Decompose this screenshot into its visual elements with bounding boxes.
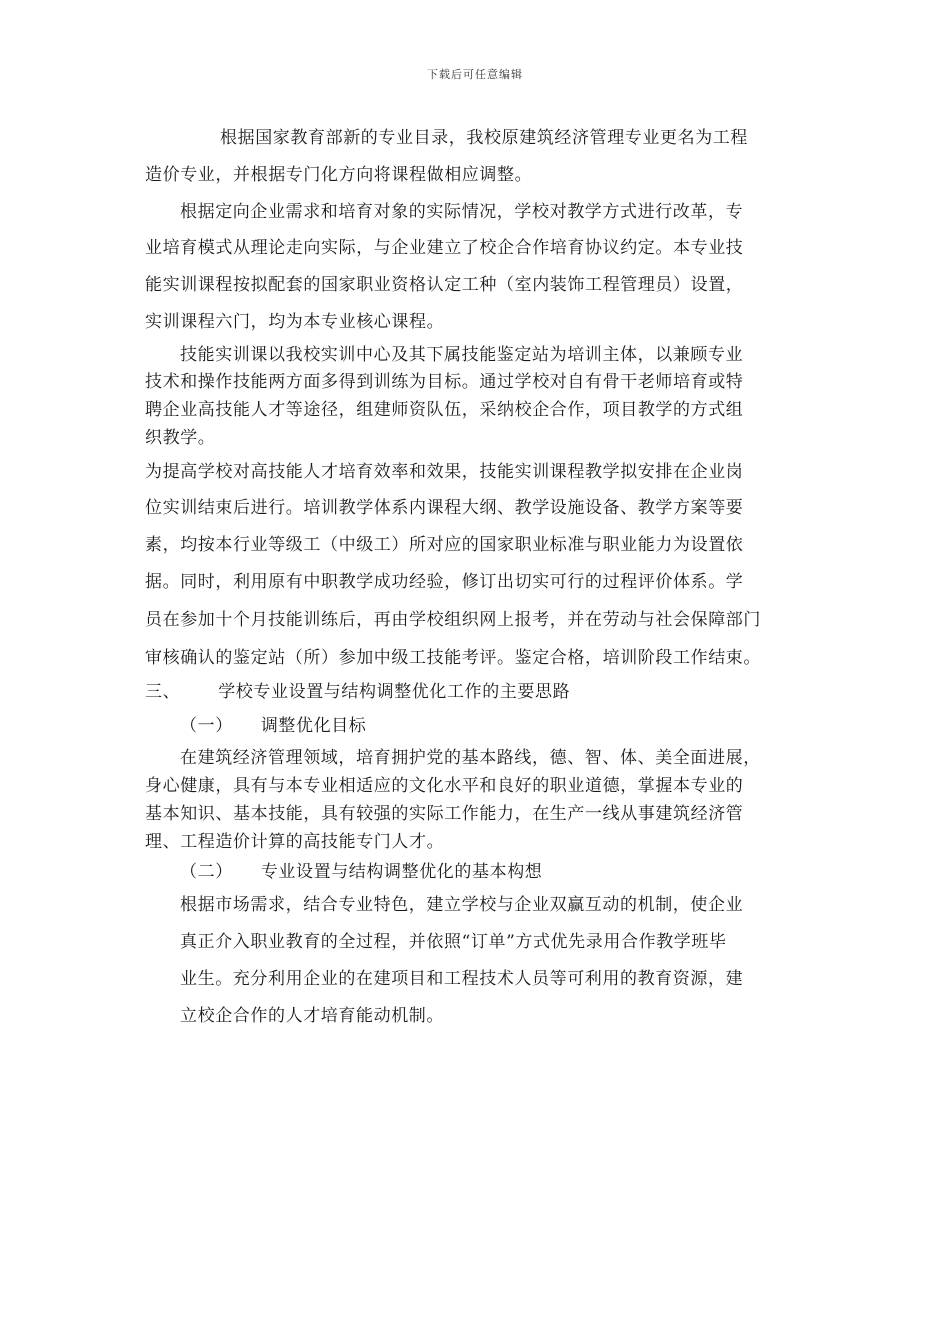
paragraph-line: 为提高学校对高技能人才培育效率和效果，技能实训课程教学拟安排在企业岗	[145, 462, 744, 482]
paragraph-line: 员在参加十个月技能训练后，再由学校组织网上报考，并在劳动与社会保障部门	[145, 610, 761, 630]
paragraph-line: 素，均按本行业等级工（中级工）所对应的国家职业标准与职业能力为设置依	[145, 535, 744, 555]
paragraph-line: 身心健康，具有与本专业相适应的文化水平和良好的职业道德，掌握本专业的	[145, 776, 744, 796]
paragraph-line: 立校企合作的人才培育能动机制。	[180, 1006, 444, 1026]
paragraph-line: 实训课程六门，均为本专业核心课程。	[145, 312, 445, 332]
paragraph-line: 审核确认的鉴定站（所）参加中级工技能考评。鉴定合格，培训阶段工作结束。	[145, 648, 761, 668]
paragraph-line: 位实训结束后进行。培训教学体系内课程大纲、教学设施设备、教学方案等要	[145, 498, 744, 518]
paragraph-line: 根据定向企业需求和培育对象的实际情况，学校对教学方式进行改革，专	[180, 202, 744, 222]
subsection-number: （二）	[180, 862, 233, 882]
subsection-heading	[180, 716, 366, 736]
paragraph-line: 基本知识、基本技能，具有较强的实际工作能力，在生产一线从事建筑经济管	[145, 804, 744, 824]
subsection-title: 调整优化目标	[260, 716, 367, 736]
paragraph-line: 据。同时，利用原有中职教学成功经验，修订出切实可行的过程评价体系。学	[145, 572, 744, 592]
page-header: 下载后可任意编辑	[427, 68, 523, 81]
paragraph-line: 真正介入职业教育的全过程，并依照“订单”方式优先录用合作教学班毕	[180, 932, 727, 952]
subsection-title: 专业设置与结构调整优化的基本构想	[260, 862, 543, 882]
paragraph-line: 业培育模式从理论走向实际，与企业建立了校企合作培育协议约定。本专业技	[145, 238, 744, 258]
section-heading	[145, 682, 570, 702]
paragraph-line: 能实训课程按拟配套的国家职业资格认定工种（室内装饰工程管理员）设置，	[145, 275, 744, 295]
paragraph-line: 技术和操作技能两方面多得到训练为目标。通过学校对自有骨干老师培育或特	[145, 372, 744, 392]
section-title: 学校专业设置与结构调整优化工作的主要思路	[218, 682, 571, 702]
paragraph-line: 造价专业，并根据专门化方向将课程做相应调整。	[145, 165, 533, 185]
paragraph-line: 根据国家教育部新的专业目录，我校原建筑经济管理专业更名为工程	[220, 128, 748, 148]
section-number: 三、	[145, 682, 181, 702]
paragraph-line: 理、工程造价计算的高技能专门人才。	[145, 832, 445, 852]
paragraph-line: 技能实训课以我校实训中心及其下属技能鉴定站为培训主体，以兼顾专业	[180, 345, 744, 365]
paragraph-line: 根据市场需求，结合专业特色，建立学校与企业双赢互动的机制，使企业	[180, 895, 744, 915]
paragraph-line: 织教学。	[145, 428, 216, 448]
paragraph-line: 在建筑经济管理领域，培育拥护党的基本路线，德、智、体、美全面进展，	[180, 748, 761, 768]
paragraph-line: 业生。充分利用企业的在建项目和工程技术人员等可利用的教育资源，建	[180, 969, 744, 989]
paragraph-line: 聘企业高技能人才等途径，组建师资队伍，采纳校企合作，项目教学的方式组	[145, 400, 744, 420]
subsection-heading	[180, 862, 542, 882]
subsection-number: （一）	[180, 716, 233, 736]
